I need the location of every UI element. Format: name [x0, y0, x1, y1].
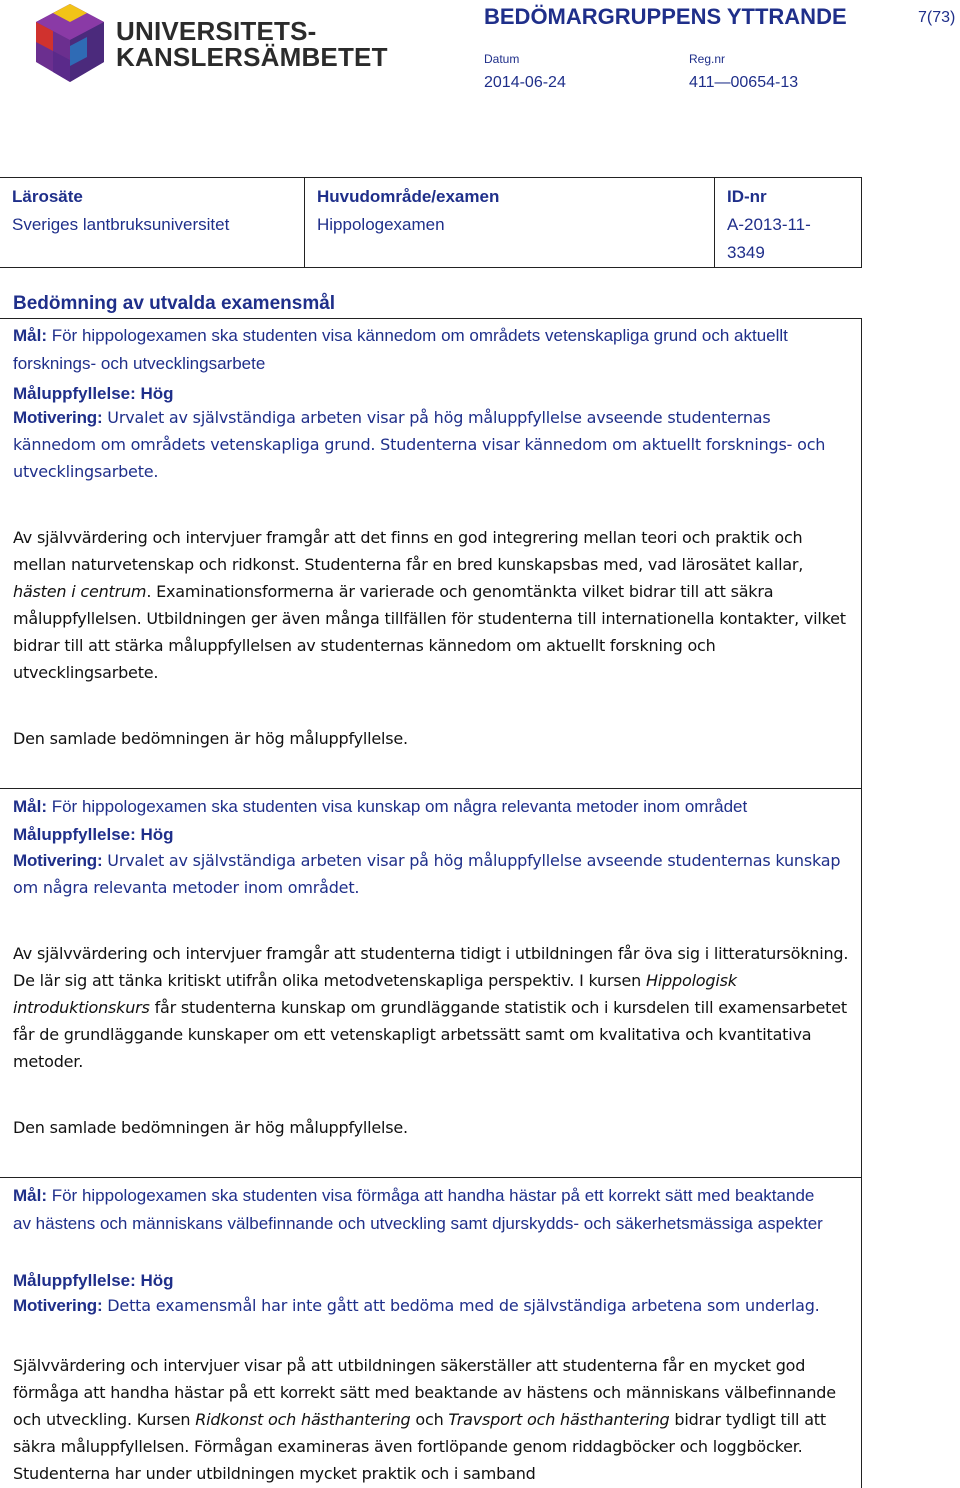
info-cell-institution	[0, 178, 305, 268]
assessment-block-1	[0, 318, 862, 788]
evaluation-italic-1: Ridkonst och hästhantering	[195, 1410, 411, 1429]
evaluation-text-a: Av självvärdering och intervjuer framgår att studenterna tidigt i utbildningen får öva sig i litteratursökning. De lär sig att tänka kritiskt utifrån olika metodvetenskapliga perspektiv. I kursen	[13, 944, 849, 990]
motivation-text: Detta examensmål har inte gått att bedöma med de självständiga arbetena som underlag.	[102, 1296, 820, 1315]
reg-value: 411—00654-13	[689, 74, 799, 91]
logo-text-line1: UNIVERSITETS-	[116, 16, 317, 46]
evaluation-paragraph	[13, 1352, 853, 1487]
evaluation-italic: Hippologisk introduktionskurs	[13, 971, 737, 1017]
logo-text-line2: KANSLERSÄMBETET	[116, 42, 388, 72]
motivation-paragraph	[13, 847, 853, 901]
info-cell-id	[715, 178, 862, 268]
fulfilment-rating: Måluppfyllelse: Hög	[13, 1271, 174, 1290]
evaluation-text-b: . Examinationsformerna är varierade och genomtänkta vilket bidrar till att säkra måluppfyllelsen. Utbildningen ger även många tillfällen för studenterna till internationella kontakter, vilket bidrar till att stärka måluppfyllelsen av studenternas kännedom om aktuellt forskning och utvecklingsarbete.	[13, 582, 846, 682]
id-value-line2: 3349	[727, 243, 765, 262]
goal-label: Mål:	[13, 1186, 47, 1205]
info-table	[0, 177, 862, 268]
program-value: Hippologexamen	[317, 215, 445, 234]
program-label: Huvudområde/examen	[317, 187, 500, 206]
goal-text: För hippologexamen ska studenten visa förmåga att handha hästar på ett korrekt sätt med beaktande av hästens och människans välbefinnande och utveckling samt djurskydds- och säkerhetsmässiga aspekter	[13, 1186, 823, 1233]
document-title: BEDÖMARGRUPPENS YTTRANDE	[484, 4, 847, 29]
section-heading: Bedömning av utvalda examensmål	[13, 293, 336, 314]
goal-text: För hippologexamen ska studenten visa kännedom om områdets vetenskapliga grund och aktuellt forsknings- och utvecklingsarbete	[13, 326, 788, 373]
goal-statement	[13, 322, 823, 378]
fulfilment-rating: Måluppfyllelse: Hög	[13, 825, 174, 844]
institution-value: Sveriges lantbruksuniversitet	[12, 215, 230, 234]
evaluation-text-a: Självvärdering och intervjuer visar på att utbildningen säkerställer att studenterna får en mycket god förmåga att handha hästar på ett korrekt sätt med beaktande av hästens och människans välbefinnande och utveckling. Kursen	[13, 1356, 836, 1429]
conclusion: Den samlade bedömningen är hög måluppfyllelse.	[13, 729, 408, 748]
evaluation-paragraph	[13, 940, 853, 1075]
goal-label: Mål:	[13, 326, 47, 345]
page-number: 7(73)	[918, 9, 956, 26]
id-value-line1: A-2013-11-	[727, 215, 811, 234]
id-label: ID-nr	[727, 187, 767, 206]
evaluation-text-b: får studenterna kunskap om grundläggande statistik och i kursdelen till examensarbetet får de grundläggande kunskaper om ett vetenskapligt arbetssätt samt om kvalitativa och kvantitativa metoder.	[13, 998, 847, 1071]
institution-label: Lärosäte	[12, 187, 83, 206]
evaluation-paragraph	[13, 524, 853, 686]
fulfilment-rating: Måluppfyllelse: Hög	[13, 384, 174, 403]
date-value: 2014-06-24	[484, 74, 566, 91]
date-label: Datum	[484, 52, 520, 66]
motivation-text: Urvalet av självständiga arbeten visar på hög måluppfyllelse avseende studenternas kunskap om några relevanta metoder inom området.	[13, 851, 841, 897]
logo-cube-icon	[30, 2, 110, 84]
evaluation-italic-2: Travsport och hästhantering	[448, 1410, 670, 1429]
assessment-block-2	[0, 788, 862, 1177]
evaluation-text-a: Av självvärdering och intervjuer framgår att det finns en god integrering mellan teori och praktik och mellan naturvetenskap och ridkonst. Studenterna får en bred kunskapsbas med, vad lärosätet kallar,	[13, 528, 804, 574]
motivation-label: Motivering:	[13, 1296, 103, 1315]
motivation-label: Motivering:	[13, 408, 103, 427]
evaluation-text-mid: och	[410, 1410, 449, 1429]
uka-logo	[30, 2, 390, 84]
motivation-text: Urvalet av självständiga arbeten visar på hög måluppfyllelse avseende studenternas kännedom om områdets vetenskapliga grund. Studenterna visar kännedom om aktuellt forsknings- och utvecklingsarbete.	[13, 408, 826, 481]
assessment-block-3	[0, 1177, 862, 1488]
goal-label: Mål:	[13, 797, 47, 816]
reg-label: Reg.nr	[689, 52, 726, 66]
motivation-label: Motivering:	[13, 851, 103, 870]
motivation-paragraph	[13, 404, 853, 485]
evaluation-text-b: bidrar tydligt till att säkra måluppfyllelsen. Förmågan examineras även fortlöpande genom riddagböcker och loggböcker. Studenterna har under utbildningen mycket praktik och i samband	[13, 1410, 826, 1483]
motivation-paragraph	[13, 1292, 853, 1319]
info-cell-program	[305, 178, 715, 268]
goal-statement	[13, 1182, 823, 1238]
goal-text: För hippologexamen ska studenten visa kunskap om några relevanta metoder inom området	[47, 797, 748, 816]
evaluation-italic: hästen i centrum	[13, 582, 147, 601]
conclusion: Den samlade bedömningen är hög måluppfyllelse.	[13, 1118, 408, 1137]
goal-statement	[13, 793, 823, 821]
